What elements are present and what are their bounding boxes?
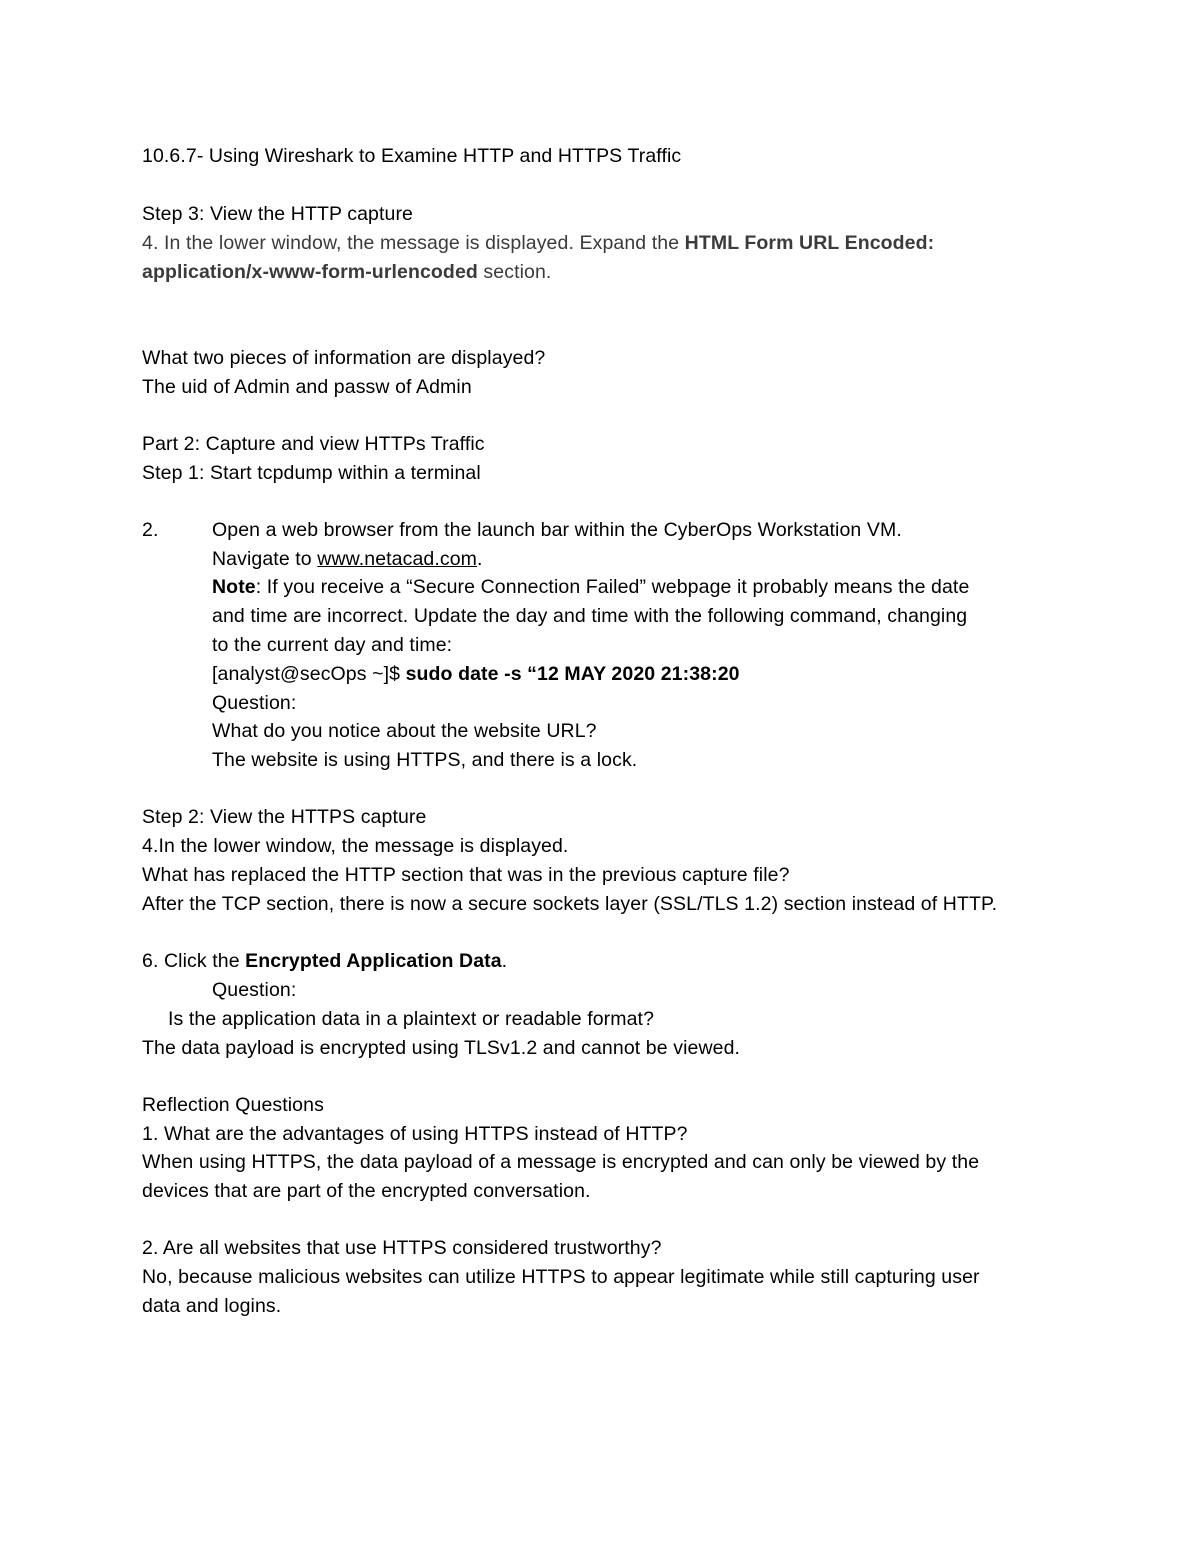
step2-line1: 4.In the lower window, the message is displayed. [142,835,569,857]
reflection-q1: 1. What are the advantages of using HTTPS instead of HTTP? [142,1123,688,1145]
note-line3: to the current day and time: [212,634,453,656]
step4-instruction-line2 [142,258,551,287]
part2-question-label: Question: [212,692,297,714]
reflection-a1-line1: When using HTTPS, the data payload of a message is encrypted and can only be viewed by the [142,1151,980,1173]
reflection-heading: Reflection Questions [142,1094,324,1116]
step2-answer: After the TCP section, there is now a secure sockets layer (SSL/TLS 1.2) section instead of HTTP. [142,893,998,915]
note-line2: and time are incorrect. Update the day and time with the following command, changing [212,605,968,627]
encrypted-data-label: Encrypted Application Data [245,950,502,972]
html-form-label: HTML Form URL Encoded: [684,232,935,254]
part2-heading: Part 2: Capture and view HTTPs Traffic [142,433,485,455]
step4-instruction [142,229,934,258]
part2-step1: Step 1: Start tcpdump within a terminal [142,462,481,484]
note-line [212,573,969,602]
step6-question: Is the application data in a plaintext or readable format? [168,1008,655,1030]
urlencoded-label: application/x-www-form-urlencoded [142,261,478,283]
command-prompt: [analyst@secOps ~]$ [212,663,406,685]
part2-question: What do you notice about the website URL? [212,720,597,742]
step2-heading: Step 2: View the HTTPS capture [142,806,427,828]
part1-answer: The uid of Admin and passw of Admin [142,376,472,398]
part2-item-line1: Open a web browser from the launch bar within the CyberOps Workstation VM. [212,519,902,541]
step4-instruction-prefix: 4. In the lower window, the message is displayed. Expand the [142,232,685,254]
note-label: Note [212,576,256,598]
part2-item-number: 2. [142,519,159,541]
step4-instruction-suffix: section. [477,261,552,283]
part1-question: What two pieces of information are displayed? [142,347,546,369]
navigate-suffix: . [477,548,483,570]
step3-heading: Step 3: View the HTTP capture [142,203,413,225]
command-line [212,660,740,689]
reflection-q2: 2. Are all websites that use HTTPS considered trustworthy? [142,1237,662,1259]
document-title: 10.6.7- Using Wireshark to Examine HTTP and HTTPS Traffic [142,145,682,167]
step2-question: What has replaced the HTTP section that was in the previous capture file? [142,864,790,886]
note-text: : If you receive a “Secure Connection Failed” webpage it probably means the date [255,576,970,598]
step6-prefix: 6. Click the [142,950,246,972]
step6-question-label: Question: [212,979,297,1001]
reflection-a1-line2: devices that are part of the encrypted conversation. [142,1180,591,1202]
netacad-link[interactable]: www.netacad.com [317,548,478,570]
step6-suffix: . [501,950,508,972]
navigate-line [212,545,483,574]
step6-instruction [142,947,507,976]
command-text: sudo date -s “12 MAY 2020 21:38:20 [405,663,740,685]
step6-answer: The data payload is encrypted using TLSv1.2 and cannot be viewed. [142,1037,741,1059]
part2-answer: The website is using HTTPS, and there is a lock. [212,749,638,771]
reflection-a2-line2: data and logins. [142,1295,282,1317]
navigate-prefix: Navigate to [212,548,318,570]
reflection-a2-line1: No, because malicious websites can utilize HTTPS to appear legitimate while still capturing user [142,1266,980,1288]
